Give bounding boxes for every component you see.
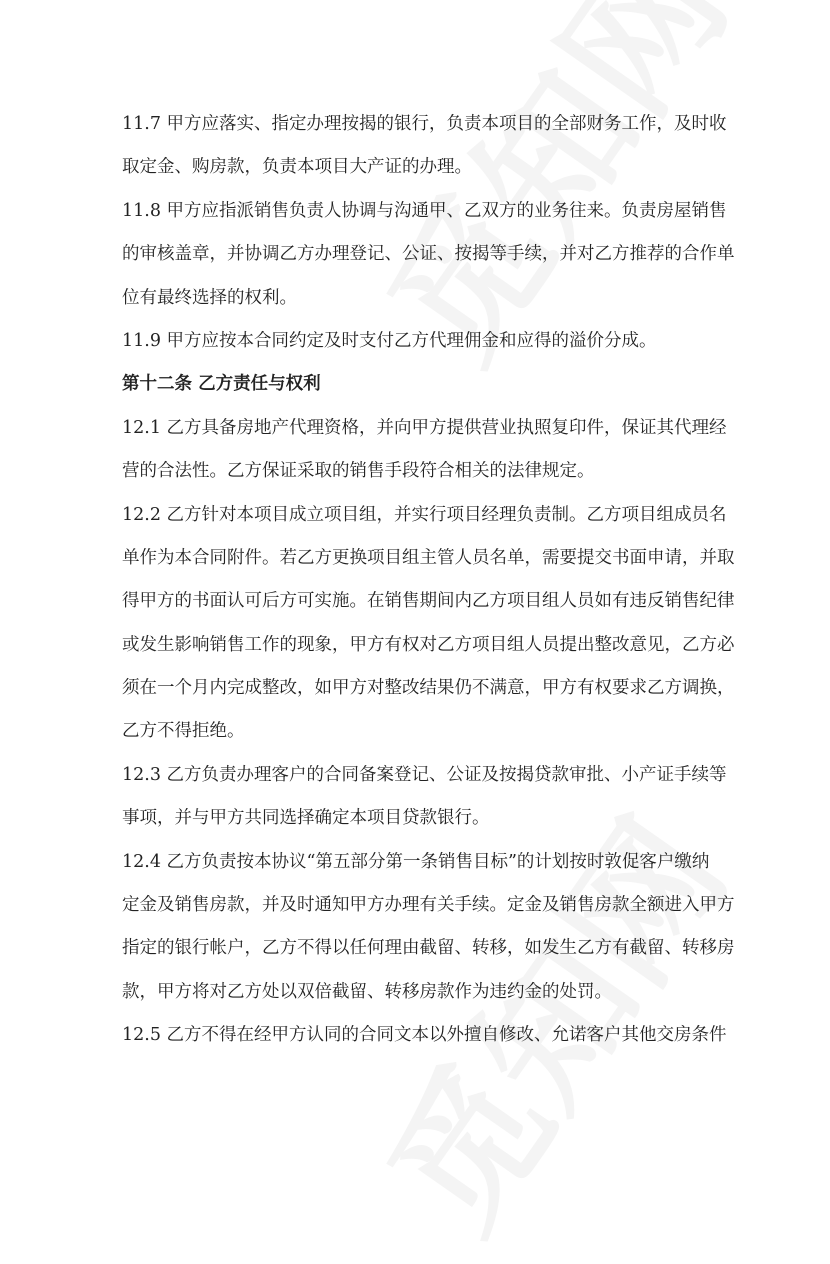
text-line: 指定的银行帐户，乙方不得以任何理由截留、转移，如发生乙方有截留、转移房 bbox=[122, 938, 735, 959]
text-line: 单作为本合同附件。若乙方更换项目组主管人员名单，需要提交书面申请，并取 bbox=[122, 547, 735, 568]
section-heading: 第十二条 乙方责任与权利 bbox=[122, 374, 321, 395]
text-line: 得甲方的书面认可后方可实施。在销售期间内乙方项目组人员如有违反销售纪律 bbox=[122, 591, 735, 612]
text-line: 或发生影响销售工作的现象，甲方有权对乙方项目组人员提出整改意见，乙方必 bbox=[122, 634, 735, 655]
text-line: 事项，并与甲方共同选择确定本项目贷款银行。 bbox=[122, 808, 490, 829]
text-line: 款，甲方将对乙方处以双倍截留、转移房款作为违约金的处罚。 bbox=[122, 981, 612, 1002]
text-line: 须在一个月内完成整改，如甲方对整改结果仍不满意，甲方有权要求乙方调换， bbox=[122, 678, 735, 699]
text-line: 位有最终选择的权利。 bbox=[122, 287, 297, 308]
text-line: 取定金、购房款，负责本项目大产证的办理。 bbox=[122, 157, 472, 178]
text-line: 12.3 乙方负责办理客户的合同备案登记、公证及按揭贷款审批、小产证手续等 bbox=[122, 764, 727, 785]
text-line: 12.2 乙方针对本项目成立项目组，并实行项目经理负责制。乙方项目组成员名 bbox=[122, 504, 727, 525]
document-page bbox=[122, 103, 735, 1058]
text-line: 12.4 乙方负责按本协议“第五部分第一条销售目标”的计划按时敦促客户缴纳 bbox=[122, 851, 710, 872]
text-line: 11.9 甲方应按本合同约定及时支付乙方代理佣金和应得的溢价分成。 bbox=[122, 330, 657, 351]
text-line: 11.8 甲方应指派销售负责人协调与沟通甲、乙双方的业务往来。负责房屋销售 bbox=[122, 200, 727, 221]
text-line: 的审核盖章，并协调乙方办理登记、公证、按揭等手续，并对乙方推荐的合作单 bbox=[122, 244, 735, 265]
text-line: 乙方不得拒绝。 bbox=[122, 721, 245, 742]
text-line: 营的合法性。乙方保证采取的销售手段符合相关的法律规定。 bbox=[122, 461, 595, 482]
text-line: 11.7 甲方应落实、指定办理按揭的银行，负责本项目的全部财务工作，及时收 bbox=[122, 114, 727, 134]
text-line: 12.1 乙方具备房地产代理资格，并向甲方提供营业执照复印件，保证其代理经 bbox=[122, 417, 727, 438]
text-line: 定金及销售房款，并及时通知甲方办理有关手续。定金及销售房款全额进入甲方 bbox=[122, 895, 735, 916]
text-line: 12.5 乙方不得在经甲方认同的合同文本以外擅自修改、允诺客户其他交房条件 bbox=[122, 1025, 727, 1046]
